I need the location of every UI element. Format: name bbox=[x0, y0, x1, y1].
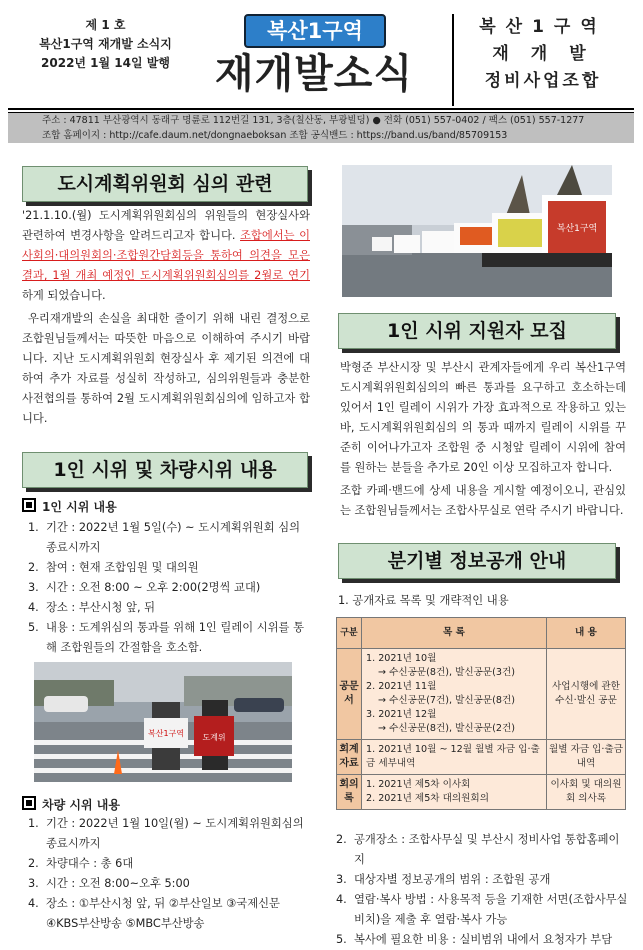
list-item-text: 장소 : 부산시청 앞, 뒤 bbox=[46, 601, 156, 614]
list-item bbox=[28, 814, 310, 854]
newsletter-subtitle: 복산1구역 재개발 소식지 bbox=[39, 37, 172, 51]
table-list-line: 1. 2021년 제5차 이사회 bbox=[366, 779, 471, 790]
list-item-text: 대상자별 정보공개의 범위 : 조합원 공개 bbox=[354, 873, 551, 886]
table-list-cell bbox=[362, 740, 547, 775]
table-list-cell bbox=[362, 649, 547, 740]
truck-banner-text: 복산1구역 bbox=[556, 224, 598, 234]
section-header-protest: 1인 시위 및 차량시위 내용 bbox=[22, 452, 308, 488]
list-item-text: 내용 : 도계위심의 통과를 위해 1인 릴레이 시위를 통해 조합원들의 간절함을 호소함. bbox=[46, 621, 304, 654]
table-content-cell: 사업시행에 관한 수신·발신 공문 bbox=[547, 649, 626, 740]
table-head-list: 목 록 bbox=[362, 618, 547, 649]
protest-photo bbox=[34, 662, 292, 782]
list-item-number: 4. bbox=[28, 601, 39, 614]
list-item-text: 복사에 필요한 비용 : 실비범위 내에서 요청자가 부담 bbox=[354, 933, 613, 946]
table-list-line: → 수신공문(8건), 발신공문(3건) bbox=[378, 667, 516, 678]
org-line3: 정비사업조합 bbox=[484, 71, 602, 91]
list-item-number: 1. bbox=[28, 521, 39, 534]
vehicle-list bbox=[28, 814, 310, 934]
list-item-number: 4. bbox=[28, 897, 39, 910]
list-item-number: 3. bbox=[28, 581, 39, 594]
table-head-content: 내 용 bbox=[547, 618, 626, 649]
recruit-paragraph: 박형준 부산시장 및 부산시 관계자들에게 우리 복산1구역 도시계획위원회심의의 빠른 통과를 요구하고 호소하는데 있어서 1인 릴레이 시위가 가장 효과적으로 작용하고 있는 바, 도시계획위원회심의 의 통과 때까지 릴레이 시위를 꾸준히 이어나가고자 조합원 중 시청앞 릴레이 시위에 참여를 원하는 분들을 추가로 20인 이상 모집하고자 합니다. bbox=[340, 361, 626, 474]
table-list-line: 1. 2021년 10월 ~ 12월 월별 자금 입·출금 세부내역 bbox=[366, 744, 540, 769]
subheading-vehicle: 차량 시위 내용 bbox=[22, 796, 120, 813]
table-category: 회계자료 bbox=[337, 740, 362, 775]
table-list-line: → 수신공문(7건), 발신공문(8건) bbox=[378, 695, 516, 706]
list-item-number: 5. bbox=[28, 621, 39, 634]
list-item bbox=[28, 518, 310, 558]
table-row bbox=[337, 649, 626, 740]
list-item bbox=[336, 830, 628, 870]
list-item bbox=[336, 890, 628, 930]
contact-web: 조합 홈페이지 : http://cafe.daum.net/dongnaeboksan 조합 공식밴드 : https://band.us/band/85709153 bbox=[42, 130, 508, 141]
contact-bar bbox=[8, 113, 634, 143]
section-header-recruit: 1인 시위 지원자 모집 bbox=[338, 313, 616, 349]
list-item-number: 2. bbox=[28, 857, 39, 870]
list-item bbox=[28, 618, 310, 658]
list-item-text: 시간 : 오전 8:00 ~ 오후 2:00(2명씩 교대) bbox=[46, 581, 261, 594]
list-item bbox=[336, 870, 628, 890]
disclosure-intro: 1. 공개자료 목록 및 개략적인 내용 bbox=[338, 594, 509, 607]
table-list-line: 1. 2021년 10월 bbox=[366, 653, 437, 664]
disclosure-table bbox=[336, 617, 626, 810]
section-header-disclosure: 분기별 정보공개 안내 bbox=[338, 543, 616, 579]
list-item-text: 장소 : ①부산시청 앞, 뒤 ②부산일보 ③국제신문 ④KBS부산방송 ⑤MBC부산방송 bbox=[46, 897, 280, 930]
list-item-text: 차량대수 : 총 6대 bbox=[46, 857, 134, 870]
list-item-number: 3. bbox=[336, 873, 347, 886]
list-item-text: 공개장소 : 조합사무실 및 부산시 정비사업 통합홈페이지 bbox=[354, 833, 620, 866]
org-line2: 재개발 bbox=[492, 44, 608, 64]
issue-number: 제 1 호 bbox=[85, 18, 126, 32]
table-list-line: 2. 2021년 11월 bbox=[366, 681, 437, 692]
table-content-cell: 월별 자금 입·출금 내역 bbox=[547, 740, 626, 775]
review-text-highlight: 조합에서는 이사회의·대의원회의·조합원간담회등을 통하여 의견을 모은 결과, 1월 개최 예정인 도시계획위원회심의를 2월로 연기 bbox=[22, 229, 310, 282]
checkbox-icon bbox=[22, 498, 36, 512]
list-item-number: 1. bbox=[28, 817, 39, 830]
list-item-number: 5. bbox=[336, 933, 347, 946]
list-item-number: 3. bbox=[28, 877, 39, 890]
section-header-review: 도시계획위원회 심의 관련 bbox=[22, 166, 308, 202]
table-category: 공문서 bbox=[337, 649, 362, 740]
checkbox-icon bbox=[22, 796, 36, 810]
sign-text-2: 도계위 bbox=[202, 733, 226, 742]
list-item-number: 2. bbox=[28, 561, 39, 574]
table-list-cell bbox=[362, 775, 547, 810]
one-person-list bbox=[28, 518, 310, 658]
list-item bbox=[28, 598, 310, 618]
table-category: 회의록 bbox=[337, 775, 362, 810]
list-item-text: 기간 : 2022년 1월 10일(월) ~ 도시계획위원회심의 종료시까지 bbox=[46, 817, 304, 850]
divider bbox=[8, 108, 634, 110]
list-item-text: 시간 : 오전 8:00~오후 5:00 bbox=[46, 877, 190, 890]
list-item bbox=[28, 894, 310, 934]
table-list-line: 3. 2021년 12월 bbox=[366, 709, 437, 720]
review-text-b: 하게 되었습니다. bbox=[22, 289, 106, 302]
table-row bbox=[337, 740, 626, 775]
sign-text-1: 복산1구역 bbox=[147, 729, 185, 738]
list-item bbox=[28, 578, 310, 598]
issue-date: 2022년 1월 14일 발행 bbox=[41, 56, 170, 70]
list-item bbox=[28, 558, 310, 578]
table-header-row bbox=[337, 618, 626, 649]
review-paragraph bbox=[22, 206, 310, 306]
list-item-text: 참여 : 현재 조합임원 및 대의원 bbox=[46, 561, 199, 574]
newsletter-title: 재개발소식 bbox=[214, 51, 414, 97]
truck-photo bbox=[342, 165, 612, 297]
org-line1: 복산1구역 bbox=[479, 17, 607, 37]
table-content-cell: 이사회 및 대의원회 의사록 bbox=[547, 775, 626, 810]
list-item-text: 기간 : 2022년 1월 5일(수) ~ 도시계획위원회 심의 종료시까지 bbox=[46, 521, 301, 554]
list-item bbox=[28, 854, 310, 874]
disclosure-list bbox=[336, 830, 628, 950]
list-item-text: 열람·복사 방법 : 사용목적 등을 기재한 서면(조합사무실 비치)을 제출 후 열람·복사 가능 bbox=[354, 893, 628, 926]
recruit-paragraph-2: 조합 카페·밴드에 상세 내용을 게시할 예정이오니, 관심있는 조합원님들께서는 조합사무실로 연락 주시기 바랍니다. bbox=[340, 484, 626, 517]
list-item-number: 2. bbox=[336, 833, 347, 846]
subheading-one-person: 1인 시위 내용 bbox=[22, 498, 117, 515]
list-item-number: 4. bbox=[336, 893, 347, 906]
table-list-line: → 수신공문(8건), 발신공문(2건) bbox=[378, 723, 516, 734]
table-row bbox=[337, 775, 626, 810]
table-list-line: 2. 2021년 제5차 대의원회의 bbox=[366, 793, 489, 804]
district-badge: 복산1구역 bbox=[244, 14, 386, 48]
org-name bbox=[452, 14, 632, 106]
table-head-category: 구분 bbox=[337, 618, 362, 649]
list-item bbox=[336, 930, 628, 950]
contact-address: 주소 : 47811 부산광역시 동래구 명륜로 112번길 131, 3층(칠산동, 부광빌딩) ● 전화 (051) 557-0402 / 팩스 (051) 557-1277 bbox=[42, 115, 585, 126]
review-paragraph-2: 우리재개발의 손실을 최대한 줄이기 위해 내린 결정으로 조합원님들께서는 따뜻한 마음으로 이해하여 주시기 바랍니다. 지난 도시계획위원회 현장실사 후 제기된 의견에 대하여 추가 자료를 성실히 작성하고, 심의위원들과 충분한 사전협의를 통하여 2월 도시계획위원회심의에 임하고자 합니다. bbox=[22, 312, 310, 425]
review-text-a: '21.1.10.(월) 도시계획위원회심의 위원들의 현장실사와 관련하여 변경사항을 알려드리고자 합니다. bbox=[22, 209, 310, 242]
masthead-meta bbox=[18, 16, 193, 96]
list-item bbox=[28, 874, 310, 894]
